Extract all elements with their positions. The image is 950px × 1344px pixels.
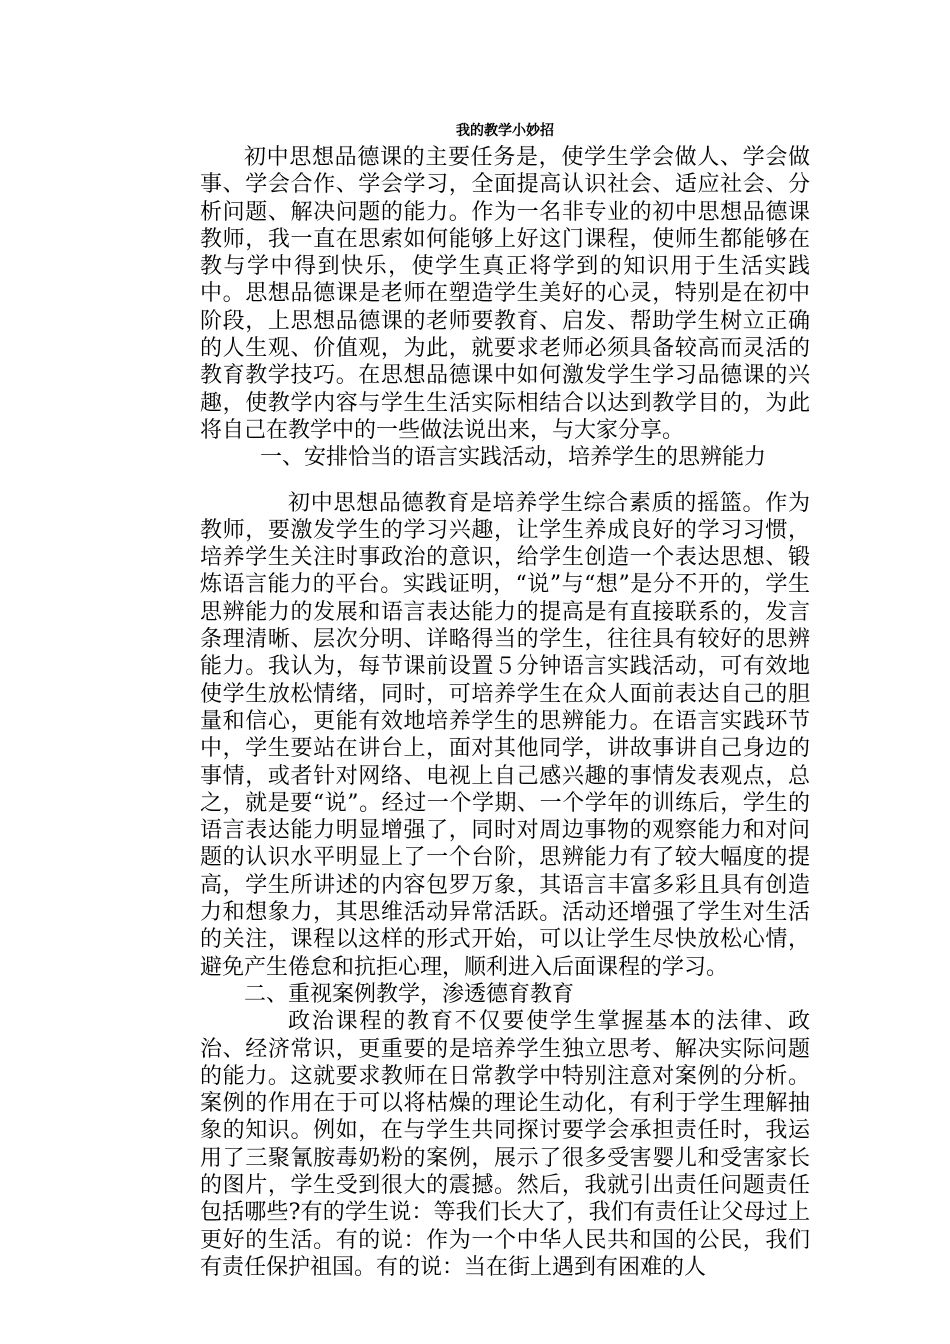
document-title: 我的教学小妙招 xyxy=(456,123,554,139)
section-2-heading: 二、重视案例教学，渗透德育教育 xyxy=(244,981,575,1007)
section-1-heading: 一、安排恰当的语言实践活动，培养学生的思辨能力 xyxy=(260,445,767,471)
section-2-paragraph: 政治课程的教育不仅要使学生掌握基本的法律、政治、经济常识，更重要的是培养学生独立思考、解决实际问题的能力。这就要求教师在日常教学中特别注意对案例的分析。案例的作用在于可以将枯燥的理论生动化，有利于学生理解抽象的知识。例如，在与学生共同探讨要学会承担责任时，我运用了三聚氰胺毒奶粉的案例，展示了很多受害婴儿和受害家长的图片，学生受到很大的震撼。然后，我就引出责任问题责任包括哪些?有的学生说：等我们长大了，我们有责任让父母过上更好的生活。有的说：作为一个中华人民共和国的公民，我们有责任保护祖国。有的说：当在街上遇到有困难的人 xyxy=(200,1009,810,1280)
section-1-paragraph: 初中思想品德教育是培养学生综合素质的摇篮。作为教师，要激发学生的学习兴趣，让学生养成良好的学习习惯，培养学生关注时事政治的意识，给学生创造一个表达思想、锻炼语言能力的平台。实践证明，“说”与“想”是分不开的，学生思辨能力的发展和语言表达能力的提高是有直接联系的，发言条理清晰、层次分明、详略得当的学生，往往具有较好的思辨能力。我认为，每节课前设置５分钟语言实践活动，可有效地使学生放松情绪，同时，可培养学生在众人面前表达自己的胆量和信心，更能有效地培养学生的思辨能力。在语言实践环节中，学生要站在讲台上，面对其他同学，讲故事讲自己身边的事情，或者针对网络、电视上自己感兴趣的事情发表观点，总之，就是要“说”。经过一个学期、一个学年的训练后，学生的语言表达能力明显增强了，同时对周边事物的观察能力和对问题的认识水平明显上了一个台阶，思辨能力有了较大幅度的提高，学生所讲述的内容包罗万象，其语言丰富多彩且具有创造力和想象力，其思维活动异常活跃。活动还增强了学生对生活的关注，课程以这样的形式开始，可以让学生尽快放松心情，避免产生倦怠和抗拒心理，顺利进入后面课程的学习。 xyxy=(200,490,810,980)
intro-paragraph: 初中思想品德课的主要任务是，使学生学会做人、学会做事、学会合作、学会学习，全面提高认识社会、适应社会、分析问题、解决问题的能力。作为一名非专业的初中思想品德课教师，我一直在思索如何能够上好这门课程，使师生都能够在教与学中得到快乐，使学生真正将学到的知识用于生活实践中。思想品德课是老师在塑造学生美好的心灵，特别是在初中阶段，上思想品德课的老师要教育、启发、帮助学生树立正确的人生观、价值观，为此，就要求老师必须具备较高而灵活的教育教学技巧。在思想品德课中如何激发学生学习品德课的兴趣，使教学内容与学生生活实际相结合以达到教学目的，为此将自己在教学中的一些做法说出来，与大家分享。 xyxy=(200,145,810,443)
document-page xyxy=(200,118,810,1281)
